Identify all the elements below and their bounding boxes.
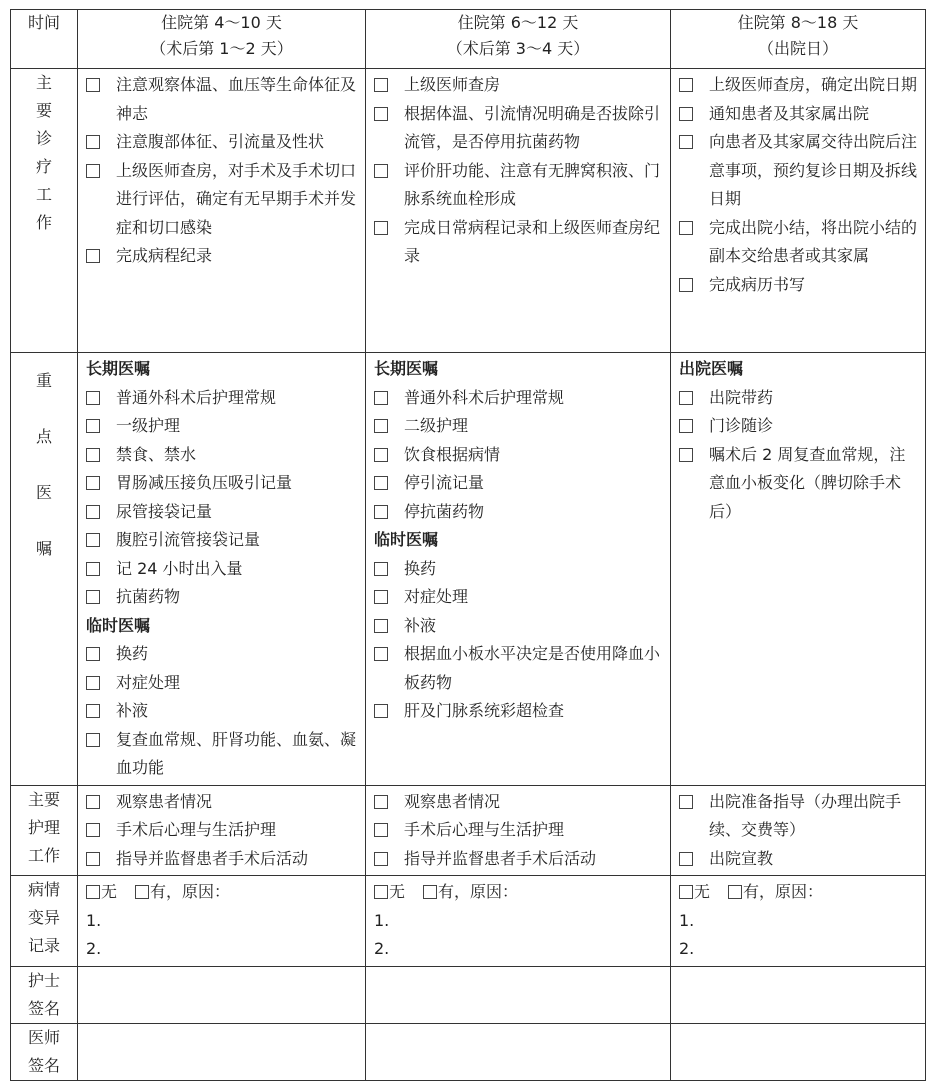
- day-range: 住院第 8～18 天: [737, 13, 859, 32]
- no-option-label: 无: [101, 882, 118, 901]
- yes-checkbox-icon[interactable]: [728, 885, 742, 899]
- yes-option-label: 有，原因：: [743, 882, 824, 901]
- row-label-line: 病情: [27, 880, 60, 899]
- checkbox-icon[interactable]: [86, 164, 100, 178]
- checklist-item-text: 普通外科术后护理常规: [404, 387, 565, 407]
- checklist-item: [679, 214, 921, 271]
- checklist-item-text: 完成病历书写: [709, 274, 806, 294]
- checklist-item-text: 复查血常规、肝肾功能、血氨、凝血功能: [116, 729, 357, 777]
- checkbox-icon[interactable]: [679, 448, 693, 462]
- checklist-item-text: 评价肝功能、注意有无脾窝积液、门脉系统血栓形成: [404, 160, 661, 208]
- checklist-item: [86, 640, 361, 669]
- checklist-item-text: 嘱术后 2 周复查血常规，注意血小板变化（脾切除手术后）: [709, 444, 906, 521]
- checklist-item-text: 完成日常病程记录和上级医师查房纪录: [404, 217, 661, 265]
- checklist-item-text: 一级护理: [116, 416, 181, 435]
- row-label-line: 护士: [27, 970, 60, 990]
- checklist-item-text: 补液: [404, 615, 437, 635]
- checklist-item-text: 抗菌药物: [116, 587, 181, 606]
- orders-cell: [366, 353, 671, 786]
- nursing-work-cell: [366, 785, 671, 876]
- checklist-item: [86, 469, 361, 498]
- checkbox-icon[interactable]: [679, 795, 693, 809]
- checklist-item-text: 对症处理: [404, 587, 469, 606]
- checklist-item-text: 尿管接袋记量: [116, 501, 213, 521]
- checklist-item: [374, 816, 666, 845]
- cell-content: [671, 353, 925, 528]
- nursing-work-label: [11, 785, 78, 876]
- checkbox-icon[interactable]: [86, 476, 100, 490]
- checklist-item-text: 指导并监督患者手术后活动: [116, 848, 309, 868]
- checklist-item-text: 肝及门脉系统彩超检查: [404, 701, 565, 720]
- checklist-item-text: 上级医师查房，确定出院日期: [709, 75, 918, 94]
- checklist-item: [374, 583, 666, 612]
- doctor-signature-field[interactable]: [78, 1023, 366, 1080]
- checklist-item: [86, 816, 361, 845]
- day-range: 住院第 4～10 天: [161, 13, 282, 32]
- checklist-item-text: 出院宣教: [709, 848, 774, 868]
- checkbox-icon[interactable]: [679, 278, 693, 292]
- checkbox-icon[interactable]: [374, 704, 388, 718]
- main-work-cell: [366, 69, 671, 353]
- yes-option-label: 有，原因：: [438, 882, 519, 901]
- checklist-item-text: 换药: [404, 558, 437, 578]
- checklist-item: [86, 441, 361, 470]
- checkbox-icon[interactable]: [86, 647, 100, 661]
- row-label-line: 变异: [27, 908, 60, 927]
- checkbox-icon[interactable]: [374, 391, 388, 405]
- checklist-item-text: 停引流记量: [404, 473, 485, 492]
- main-work-row: [11, 69, 926, 353]
- checklist-item: [374, 469, 666, 498]
- clinical-pathway-table: [10, 9, 926, 1081]
- row-label-line: 签名: [27, 998, 60, 1018]
- checklist-item: [86, 526, 361, 555]
- checklist-item-text: 换药: [116, 644, 149, 663]
- checkbox-icon[interactable]: [86, 78, 100, 92]
- doctor-signature-label: [11, 1023, 78, 1080]
- cell-content: [671, 876, 925, 966]
- header-row: [11, 10, 926, 69]
- checklist-item-text: 注意观察体温、血压等生命体征及神志: [116, 75, 357, 123]
- checklist-item-text: 完成出院小结，将出院小结的副本交给患者或其家属: [709, 217, 918, 265]
- checkbox-icon[interactable]: [374, 647, 388, 661]
- checkbox-icon[interactable]: [374, 795, 388, 809]
- checkbox-icon[interactable]: [374, 419, 388, 433]
- checklist-item: [374, 157, 666, 214]
- checklist-item: [86, 71, 361, 128]
- checklist-item: [374, 384, 666, 413]
- cell-content: [366, 69, 670, 273]
- checklist-item-text: 禁食、禁水: [116, 444, 197, 464]
- checklist-item: [374, 845, 666, 874]
- checkbox-icon[interactable]: [374, 476, 388, 490]
- checkbox-icon[interactable]: [374, 78, 388, 92]
- checklist-item: [679, 271, 921, 300]
- checkbox-icon[interactable]: [374, 164, 388, 178]
- orders-cell: [671, 353, 926, 786]
- checklist-item-text: 注意腹部体征、引流量及性状: [116, 132, 325, 151]
- checkbox-icon[interactable]: [86, 590, 100, 604]
- reason-line-1: 1.: [679, 910, 695, 930]
- variation-choice: [679, 878, 921, 907]
- checklist-item: [679, 100, 921, 129]
- row-label-line: 签名: [27, 1055, 60, 1075]
- no-option-label: 无: [389, 882, 406, 901]
- checklist-item-text: 手术后心理与生活护理: [116, 820, 277, 839]
- cell-content: [78, 786, 365, 876]
- variation-cell: [78, 876, 366, 967]
- checklist-item: [86, 384, 361, 413]
- variation-choice: [86, 878, 361, 907]
- checkbox-icon[interactable]: [374, 619, 388, 633]
- checkbox-icon[interactable]: [86, 676, 100, 690]
- cell-content: [78, 876, 365, 966]
- order-section-title: 长期医嘱: [86, 359, 151, 378]
- checkbox-icon[interactable]: [86, 391, 100, 405]
- checklist-item: [374, 640, 666, 697]
- checklist-item-text: 补液: [116, 701, 149, 720]
- checklist-item: [86, 669, 361, 698]
- nursing-work-cell: [671, 785, 926, 876]
- day-subtitle: （出院日）: [757, 39, 838, 58]
- row-label-line: 重: [35, 371, 52, 390]
- nurse-signature-label: [11, 966, 78, 1023]
- checklist-item-text: 二级护理: [404, 416, 469, 435]
- checkbox-icon[interactable]: [374, 823, 388, 837]
- checklist-item-text: 记 24 小时出入量: [116, 558, 243, 578]
- row-label-line: 医: [35, 483, 52, 502]
- cell-content: [366, 353, 670, 728]
- checklist-item: [679, 71, 921, 100]
- reason-line-1: 1.: [374, 910, 390, 930]
- checklist-item: [86, 726, 361, 783]
- cell-content: [671, 69, 925, 301]
- time-header: 时间: [11, 10, 78, 69]
- key-orders-row: [11, 353, 926, 786]
- checkbox-icon[interactable]: [374, 221, 388, 235]
- checklist-item: [86, 498, 361, 527]
- no-checkbox-icon[interactable]: [374, 885, 388, 899]
- row-label-line: 嘱: [35, 539, 52, 558]
- day-column-header: [78, 10, 366, 69]
- variation-label: [11, 876, 78, 967]
- orders-cell: [78, 353, 366, 786]
- checklist-item-text: 手术后心理与生活护理: [404, 820, 565, 839]
- reason-line-2: 2.: [679, 939, 695, 958]
- checkbox-icon[interactable]: [374, 505, 388, 519]
- checklist-item: [86, 555, 361, 584]
- yes-checkbox-icon[interactable]: [135, 885, 149, 899]
- no-checkbox-icon[interactable]: [86, 885, 100, 899]
- row-label-line: 护理: [27, 817, 60, 837]
- yes-option-label: 有，原因：: [150, 882, 231, 901]
- checkbox-icon[interactable]: [86, 795, 100, 809]
- checkbox-icon[interactable]: [374, 107, 388, 121]
- checklist-item-text: 完成病程纪录: [116, 246, 213, 265]
- nursing-work-row: [11, 785, 926, 876]
- cell-content: [78, 69, 365, 273]
- row-label-line: 疗: [35, 157, 52, 176]
- order-section-title: 临时医嘱: [374, 530, 439, 549]
- checklist-item: [679, 412, 921, 441]
- cell-content: [366, 786, 670, 876]
- checkbox-icon[interactable]: [374, 562, 388, 576]
- checkbox-icon[interactable]: [679, 419, 693, 433]
- reason-line-1: 1.: [86, 910, 102, 930]
- doctor-signature-row: [11, 1023, 926, 1080]
- row-label-line: 要: [35, 101, 52, 120]
- checklist-item: [374, 555, 666, 584]
- doctor-signature-field[interactable]: [671, 1023, 926, 1080]
- checkbox-icon[interactable]: [679, 221, 693, 235]
- order-section-title: 出院医嘱: [679, 359, 744, 378]
- main-work-cell: [78, 69, 366, 353]
- reason-line-2: 2.: [86, 939, 102, 958]
- checklist-item: [679, 384, 921, 413]
- checkbox-icon[interactable]: [86, 249, 100, 263]
- checkbox-icon[interactable]: [679, 391, 693, 405]
- checklist-item-text: 出院准备指导（办理出院手续、交费等）: [709, 791, 902, 839]
- checklist-item: [86, 242, 361, 271]
- checklist-item: [86, 412, 361, 441]
- checkbox-icon[interactable]: [86, 823, 100, 837]
- no-checkbox-icon[interactable]: [679, 885, 693, 899]
- checklist-item: [374, 412, 666, 441]
- checkbox-icon[interactable]: [86, 733, 100, 747]
- checkbox-icon[interactable]: [86, 562, 100, 576]
- row-label-line: 主要: [27, 789, 60, 809]
- row-label-line: 诊: [35, 129, 52, 148]
- checklist-item-text: 向患者及其家属交待出院后注意事项，预约复诊日期及拆线日期: [709, 132, 918, 208]
- checkbox-icon[interactable]: [679, 852, 693, 866]
- checklist-item-text: 腹腔引流管接袋记量: [116, 530, 261, 549]
- checkbox-icon[interactable]: [86, 135, 100, 149]
- checklist-item: [374, 788, 666, 817]
- nurse-signature-field[interactable]: [366, 966, 671, 1023]
- checklist-item: [374, 100, 666, 157]
- no-option-label: 无: [694, 882, 711, 901]
- checkbox-icon[interactable]: [86, 852, 100, 866]
- cell-content: [78, 353, 365, 785]
- cell-content: [671, 786, 925, 876]
- checklist-item-text: 根据血小板水平决定是否使用降血小板药物: [404, 644, 661, 692]
- checklist-item: [86, 697, 361, 726]
- row-label-line: 作: [35, 213, 52, 232]
- order-section-title: 临时医嘱: [86, 615, 151, 635]
- checkbox-icon[interactable]: [679, 135, 693, 149]
- main-work-cell: [671, 69, 926, 353]
- row-label-line: 记录: [27, 936, 60, 955]
- checklist-item-text: 观察患者情况: [404, 791, 501, 811]
- variation-choice: [374, 878, 666, 907]
- row-label-line: 工作: [27, 845, 60, 865]
- checklist-item: [374, 71, 666, 100]
- variation-row: [11, 876, 926, 967]
- checklist-item-text: 上级医师查房: [404, 75, 501, 94]
- nurse-signature-field[interactable]: [78, 966, 366, 1023]
- day-column-header: [671, 10, 926, 69]
- checklist-item: [374, 498, 666, 527]
- day-subtitle: （术后第 3～4 天）: [446, 39, 590, 58]
- checklist-item-text: 对症处理: [116, 672, 181, 692]
- checklist-item-text: 出院带药: [709, 387, 774, 407]
- row-label-line: 医师: [27, 1027, 60, 1047]
- yes-checkbox-icon[interactable]: [423, 885, 437, 899]
- nursing-work-cell: [78, 785, 366, 876]
- checklist-item-text: 指导并监督患者手术后活动: [404, 848, 597, 868]
- checklist-item-text: 饮食根据病情: [404, 444, 501, 464]
- nurse-signature-row: [11, 966, 926, 1023]
- checklist-item: [86, 845, 361, 874]
- nurse-signature-field[interactable]: [671, 966, 926, 1023]
- checklist-item: [374, 214, 666, 271]
- order-section-title: 长期医嘱: [374, 359, 439, 378]
- checkbox-icon[interactable]: [86, 448, 100, 462]
- checklist-item: [86, 583, 361, 612]
- main-work-label: [11, 69, 78, 353]
- checklist-item-text: 根据体温、引流情况明确是否拔除引流管，是否停用抗菌药物: [404, 103, 661, 151]
- cell-content: [366, 876, 670, 966]
- key-orders-label: [11, 353, 78, 786]
- checklist-item-text: 普通外科术后护理常规: [116, 387, 277, 407]
- row-label-line: 主: [35, 73, 52, 92]
- day-range: 住院第 6～12 天: [457, 13, 579, 32]
- checkbox-icon[interactable]: [679, 107, 693, 121]
- variation-cell: [366, 876, 671, 967]
- checkbox-icon[interactable]: [86, 505, 100, 519]
- checklist-item: [679, 128, 921, 214]
- variation-cell: [671, 876, 926, 967]
- checkbox-icon[interactable]: [86, 704, 100, 718]
- checkbox-icon[interactable]: [86, 533, 100, 547]
- checklist-item-text: 上级医师查房，对手术及手术切口进行评估，确定有无早期手术并发症和切口感染: [116, 160, 357, 237]
- checkbox-icon[interactable]: [374, 448, 388, 462]
- checklist-item: [679, 845, 921, 874]
- checklist-item-text: 通知患者及其家属出院: [709, 103, 870, 123]
- reason-line-2: 2.: [374, 939, 390, 958]
- day-subtitle: （术后第 1～2 天）: [150, 39, 293, 58]
- checklist-item-text: 停抗菌药物: [404, 501, 485, 521]
- row-label-line: 工: [35, 185, 52, 204]
- checklist-item: [374, 697, 666, 726]
- checklist-item-text: 观察患者情况: [116, 791, 213, 811]
- checkbox-icon[interactable]: [86, 419, 100, 433]
- checklist-item: [86, 128, 361, 157]
- checklist-item: [374, 441, 666, 470]
- checklist-item: [374, 612, 666, 641]
- doctor-signature-field[interactable]: [366, 1023, 671, 1080]
- checkbox-icon[interactable]: [374, 590, 388, 604]
- checklist-item: [679, 441, 921, 527]
- checkbox-icon[interactable]: [679, 78, 693, 92]
- checklist-item: [679, 788, 921, 845]
- checklist-item: [86, 788, 361, 817]
- checklist-item-text: 胃肠减压接负压吸引记量: [116, 473, 293, 492]
- row-label-line: 点: [35, 427, 52, 446]
- day-column-header: [366, 10, 671, 69]
- checklist-item-text: 门诊随诊: [709, 416, 774, 435]
- checklist-item: [86, 157, 361, 243]
- checkbox-icon[interactable]: [374, 852, 388, 866]
